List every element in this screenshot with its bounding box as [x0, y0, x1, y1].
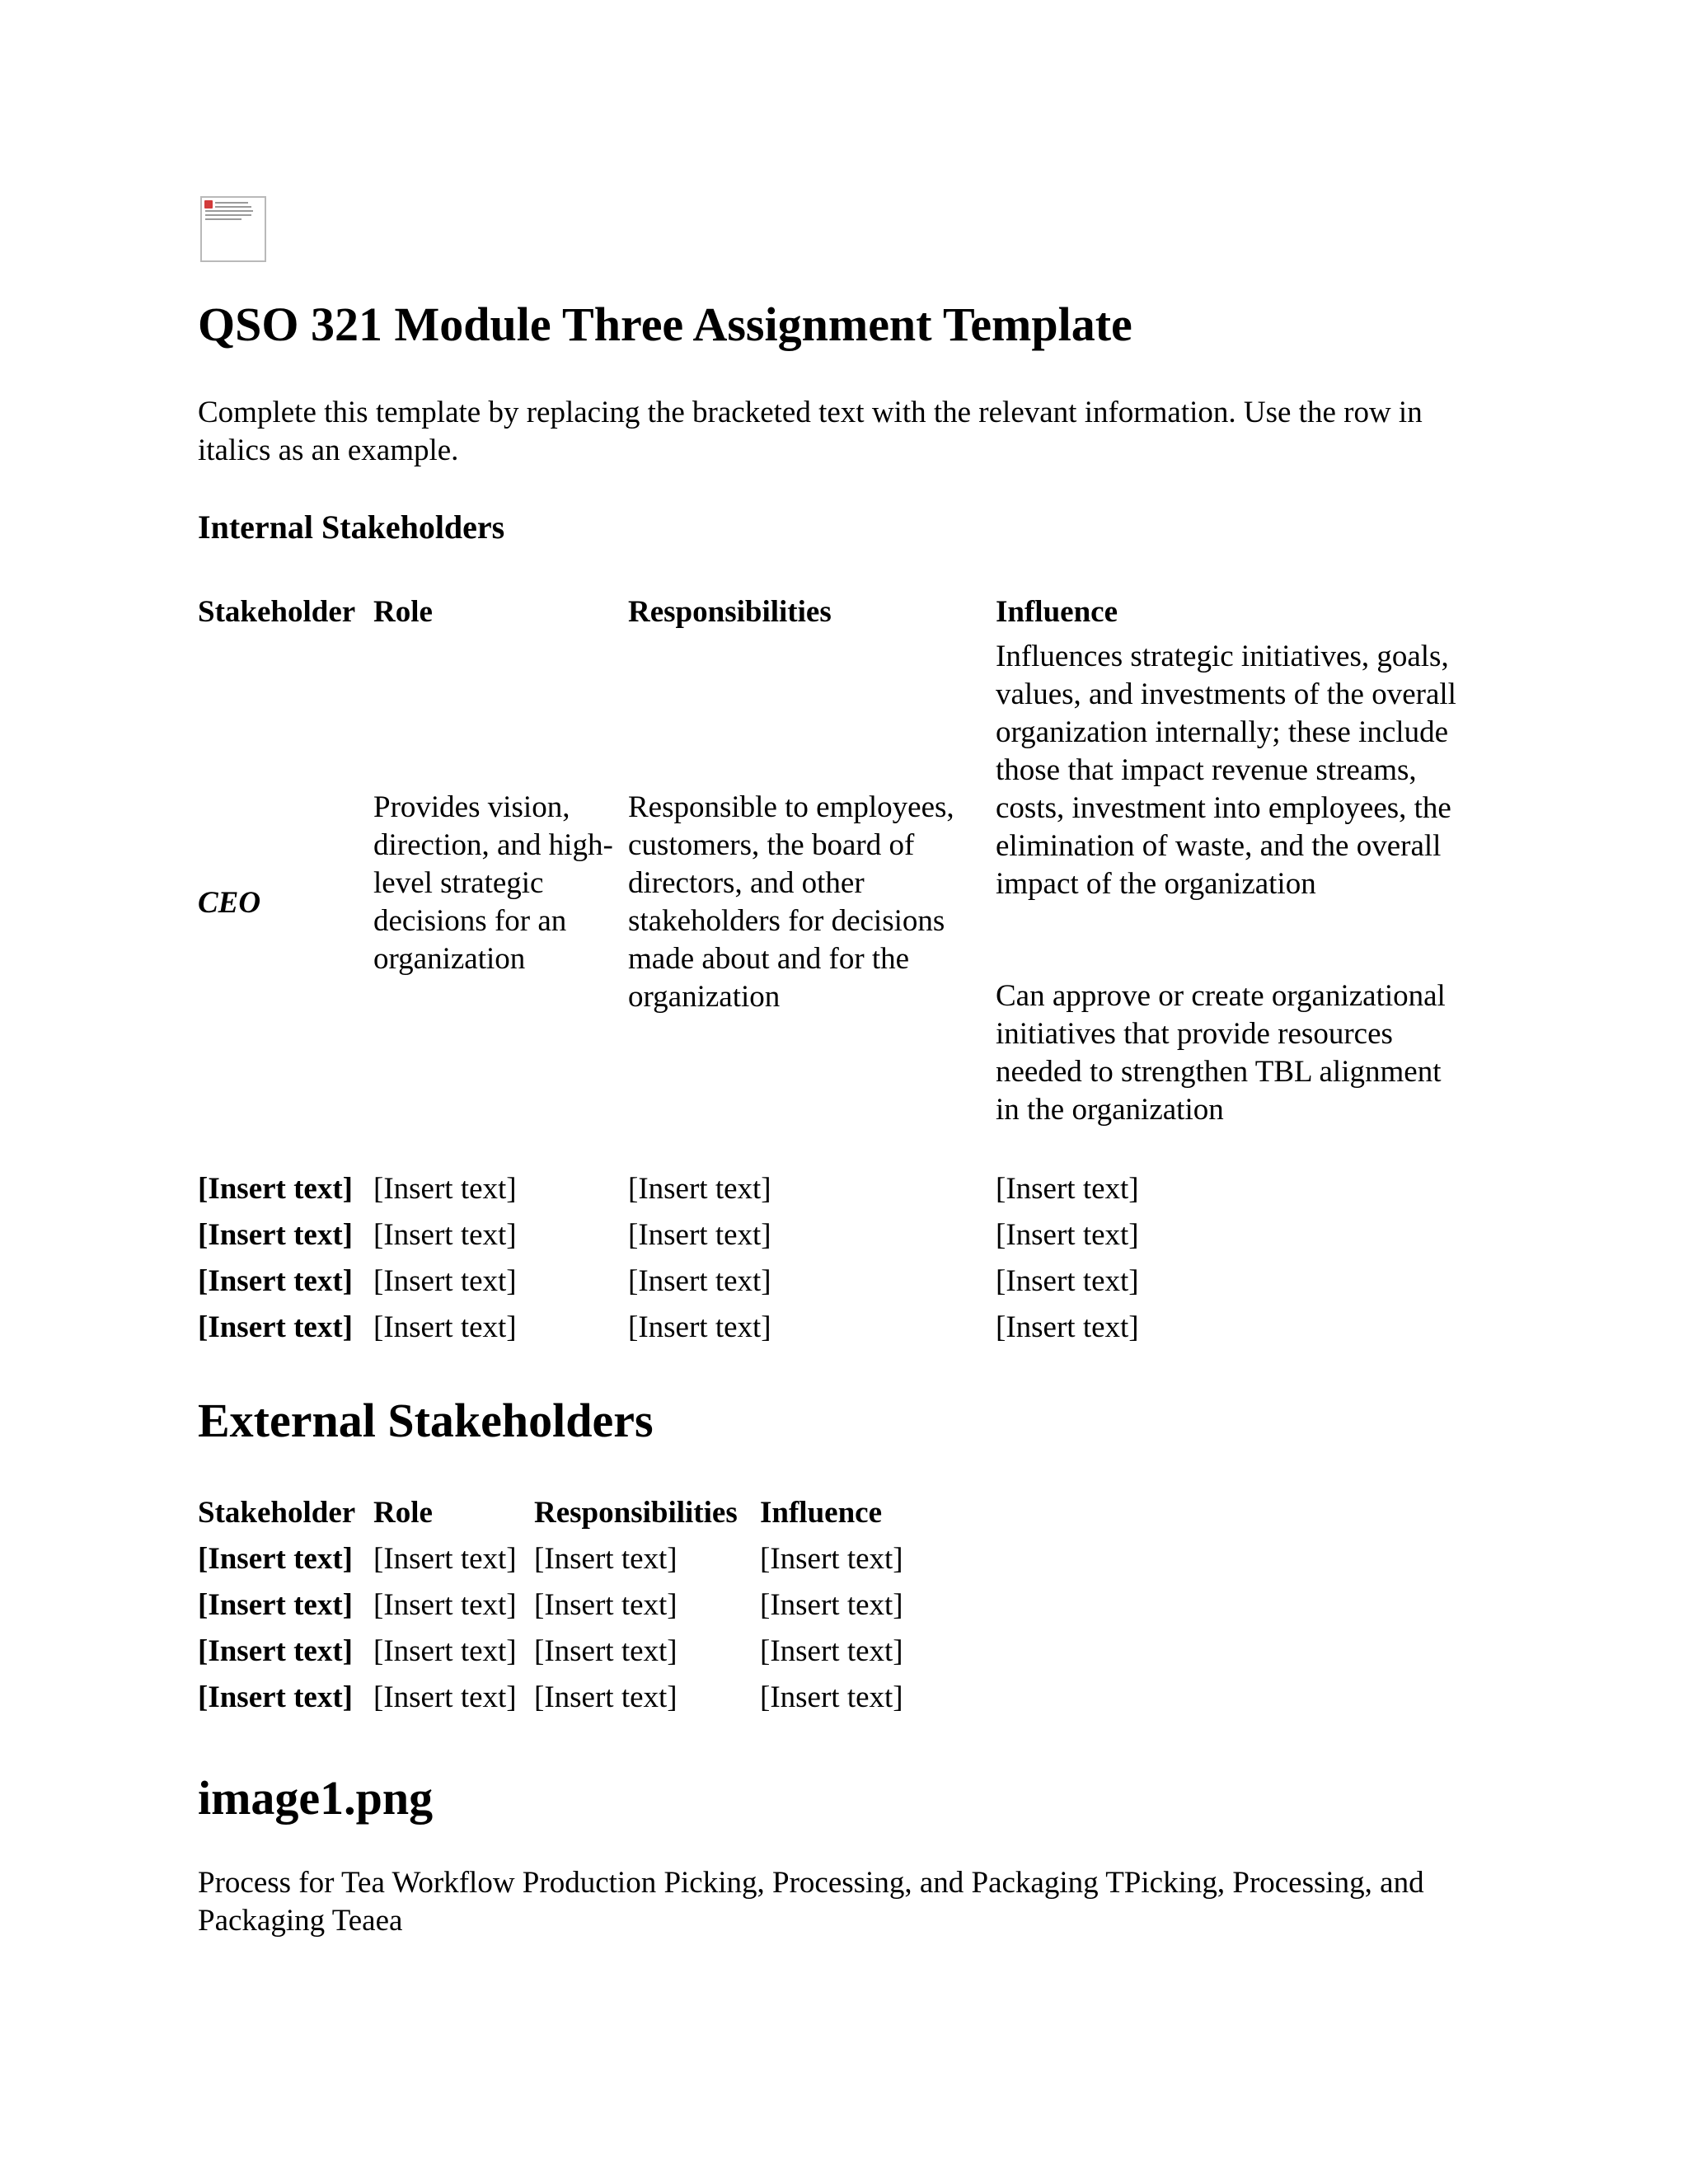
error-badge-icon [204, 200, 213, 209]
example-row-role: Provides vision, direction, and high-level strategic decisions for an organization [373, 790, 613, 976]
internal-row-4-influence: [Insert text] [996, 1310, 1139, 1344]
internal-row-1-responsibilities: [Insert text] [628, 1172, 771, 1206]
internal-row-3-stakeholder: [Insert text] [198, 1264, 353, 1298]
internal-header-role: Role [373, 595, 433, 629]
external-row-3-responsibilities: [Insert text] [534, 1634, 678, 1668]
page-title: QSO 321 Module Three Assignment Template [198, 298, 1132, 351]
internal-row-4-stakeholder: [Insert text] [198, 1310, 353, 1344]
external-row-3-stakeholder: [Insert text] [198, 1634, 353, 1668]
internal-row-2-responsibilities: [Insert text] [628, 1218, 771, 1252]
external-row-4-role: [Insert text] [373, 1680, 517, 1714]
external-row-4-responsibilities: [Insert text] [534, 1680, 678, 1714]
internal-row-2-stakeholder: [Insert text] [198, 1218, 353, 1252]
broken-image-icon [200, 196, 266, 262]
internal-row-1-role: [Insert text] [373, 1172, 517, 1206]
internal-row-4-responsibilities: [Insert text] [628, 1310, 771, 1344]
external-row-2-responsibilities: [Insert text] [534, 1588, 678, 1622]
external-stakeholders-heading: External Stakeholders [198, 1394, 654, 1447]
example-row-stakeholder: CEO [198, 886, 261, 920]
image-section-heading: image1.png [198, 1771, 434, 1825]
external-row-4-influence: [Insert text] [760, 1680, 903, 1714]
external-row-2-influence: [Insert text] [760, 1588, 903, 1622]
external-header-role: Role [373, 1496, 433, 1530]
external-row-1-stakeholder: [Insert text] [198, 1542, 353, 1576]
internal-row-1-influence: [Insert text] [996, 1172, 1139, 1206]
external-row-1-role: [Insert text] [373, 1542, 517, 1576]
internal-row-1-stakeholder: [Insert text] [198, 1172, 353, 1206]
external-header-influence: Influence [760, 1496, 882, 1530]
external-header-stakeholder: Stakeholder [198, 1496, 356, 1530]
external-row-4-stakeholder: [Insert text] [198, 1680, 353, 1714]
internal-row-3-influence: [Insert text] [996, 1264, 1139, 1298]
internal-stakeholders-heading: Internal Stakeholders [198, 509, 505, 546]
image-caption: Process for Tea Workflow Production Picking, Processing, and Packaging TPicking, Processing, and Packaging Teaea [198, 1866, 1424, 1938]
example-row-responsibilities: Responsible to employees, customers, the board of directors, and other stakeholders for decisions made about and for the organization [628, 790, 954, 1014]
external-row-3-influence: [Insert text] [760, 1634, 903, 1668]
internal-row-3-responsibilities: [Insert text] [628, 1264, 771, 1298]
internal-row-3-role: [Insert text] [373, 1264, 517, 1298]
external-row-1-influence: [Insert text] [760, 1542, 903, 1576]
internal-header-responsibilities: Responsibilities [628, 595, 832, 629]
internal-header-influence: Influence [996, 595, 1118, 629]
example-row-influence-paragraph-1: Influences strategic initiatives, goals, values, and investments of the overall organization internally; these include those that impact revenue streams, costs, investment into employees, the elimination of waste, and the overall impact of the organization [996, 640, 1456, 901]
intro-paragraph: Complete this template by replacing the bracketed text with the relevant information. Use the row in italics as an example. [198, 396, 1423, 467]
external-header-responsibilities: Responsibilities [534, 1496, 738, 1530]
internal-row-2-influence: [Insert text] [996, 1218, 1139, 1252]
external-row-1-responsibilities: [Insert text] [534, 1542, 678, 1576]
internal-header-stakeholder: Stakeholder [198, 595, 356, 629]
external-row-2-role: [Insert text] [373, 1588, 517, 1622]
internal-row-4-role: [Insert text] [373, 1310, 517, 1344]
example-row-influence-paragraph-2: Can approve or create organizational initiatives that provide resources needed to strengthen TBL alignment in the organization [996, 979, 1446, 1127]
internal-row-2-role: [Insert text] [373, 1218, 517, 1252]
external-row-3-role: [Insert text] [373, 1634, 517, 1668]
external-row-2-stakeholder: [Insert text] [198, 1588, 353, 1622]
